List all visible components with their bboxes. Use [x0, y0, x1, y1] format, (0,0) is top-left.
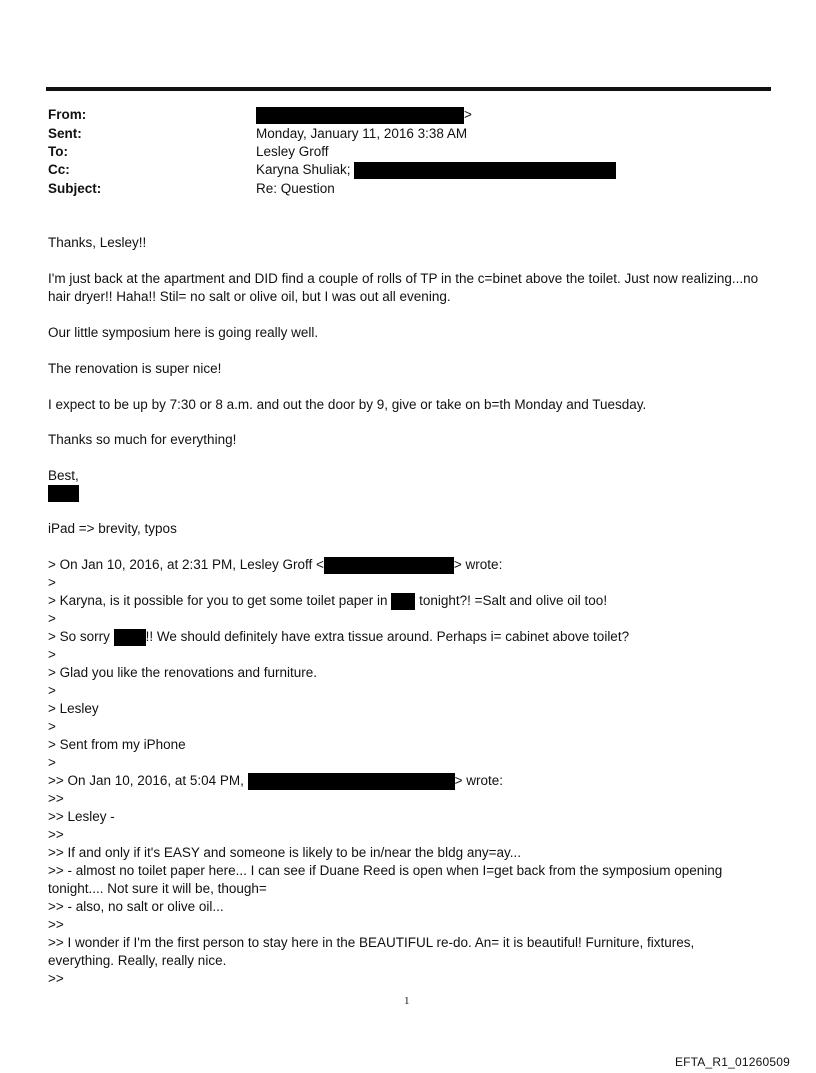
greeting: Thanks, Lesley!!	[48, 235, 147, 250]
to-value: Lesley Groff	[256, 144, 329, 159]
cc-value-text: Karyna Shuliak;	[256, 162, 351, 177]
quoted-line: > Lesley	[48, 701, 99, 716]
quoted-text: > So sorry	[48, 629, 114, 644]
redaction-bar	[48, 485, 79, 502]
paragraph: I expect to be up by 7:30 or 8 a.m. and out the door by 9, give or take on b=th Monday and Tuesday.	[48, 397, 647, 412]
quoted-text: > wrote:	[454, 773, 504, 788]
quoted-line: >> - also, no salt or olive oil...	[48, 899, 224, 914]
quoted-line	[48, 592, 607, 610]
quoted-line: >>	[48, 791, 64, 806]
paragraph: Our little symposium here is going really well.	[48, 325, 319, 340]
redaction-bar	[324, 557, 454, 574]
closing: Best,	[48, 468, 79, 483]
sent-value: Monday, January 11, 2016 3:38 AM	[256, 126, 468, 141]
quoted-line: >>	[48, 917, 64, 932]
sent-label: Sent:	[48, 126, 82, 141]
subject-label: Subject:	[48, 181, 102, 196]
redaction-bar	[114, 629, 146, 646]
from-value-suffix: >	[464, 107, 472, 122]
page-number: 1	[404, 995, 410, 1007]
quoted-text: > Karyna, is it possible for you to get some toilet paper in	[48, 593, 392, 608]
from-value	[256, 106, 472, 124]
redaction-bar	[354, 162, 616, 179]
quoted-text: > wrote:	[453, 557, 503, 572]
quoted-line: >	[48, 683, 56, 698]
subject-value: Re: Question	[256, 181, 335, 196]
quoted-line: >> Lesley -	[48, 809, 115, 824]
quoted-text: > On Jan 10, 2016, at 2:31 PM, Lesley Groff <	[48, 557, 324, 572]
quoted-line: everything. Really, really nice.	[48, 953, 227, 968]
quoted-line: >	[48, 611, 56, 626]
quoted-line: >	[48, 575, 56, 590]
quoted-line: >> I wonder if I'm the first person to stay here in the BEAUTIFUL re-do. An= it is beautiful! Furniture, fixtures,	[48, 935, 695, 950]
quoted-text: tonight?! =Salt and olive oil too!	[415, 593, 608, 608]
redaction-bar	[391, 593, 415, 610]
quoted-line	[48, 628, 629, 646]
quoted-line: >	[48, 755, 56, 770]
quoted-text: >> On Jan 10, 2016, at 5:04 PM,	[48, 773, 248, 788]
header-rule	[46, 87, 771, 91]
quoted-line	[48, 772, 503, 790]
redaction-bar	[248, 773, 455, 790]
paragraph: The renovation is super nice!	[48, 361, 222, 376]
cc-value	[256, 161, 616, 179]
cc-label: Cc:	[48, 162, 70, 177]
quoted-line: tonight.... Not sure it will be, though=	[48, 881, 267, 896]
quoted-line	[48, 556, 502, 574]
to-label: To:	[48, 144, 68, 159]
bates-number: EFTA_R1_01260509	[674, 1055, 790, 1069]
paragraph-text: I'm just back at the apartment and DID find a couple of rolls of TP in the c=binet above the toilet. Just now realizing...no hair dryer!! Haha!! Stil= no salt or olive oil, but I was out all evening.	[48, 271, 759, 304]
from-label: From:	[48, 107, 87, 122]
paragraph: Thanks so much for everything!	[48, 432, 237, 447]
quoted-line: >> If and only if it's EASY and someone is likely to be in/near the bldg any=ay...	[48, 845, 521, 860]
quoted-line: >>	[48, 971, 64, 986]
quoted-line: > Glad you like the renovations and furniture.	[48, 665, 318, 680]
quoted-line: >>	[48, 827, 64, 842]
quoted-line: > Sent from my iPhone	[48, 737, 186, 752]
quoted-line: >	[48, 647, 56, 662]
signature: iPad => brevity, typos	[48, 521, 177, 536]
redaction-bar	[256, 107, 464, 124]
paragraph	[48, 270, 778, 306]
quoted-line: >> - almost no toilet paper here... I can see if Duane Reed is open when I=get back from the symposium opening	[48, 863, 723, 878]
quoted-text: !! We should definitely have extra tissue around. Perhaps i= cabinet above toilet?	[145, 629, 630, 644]
quoted-line: >	[48, 719, 56, 734]
